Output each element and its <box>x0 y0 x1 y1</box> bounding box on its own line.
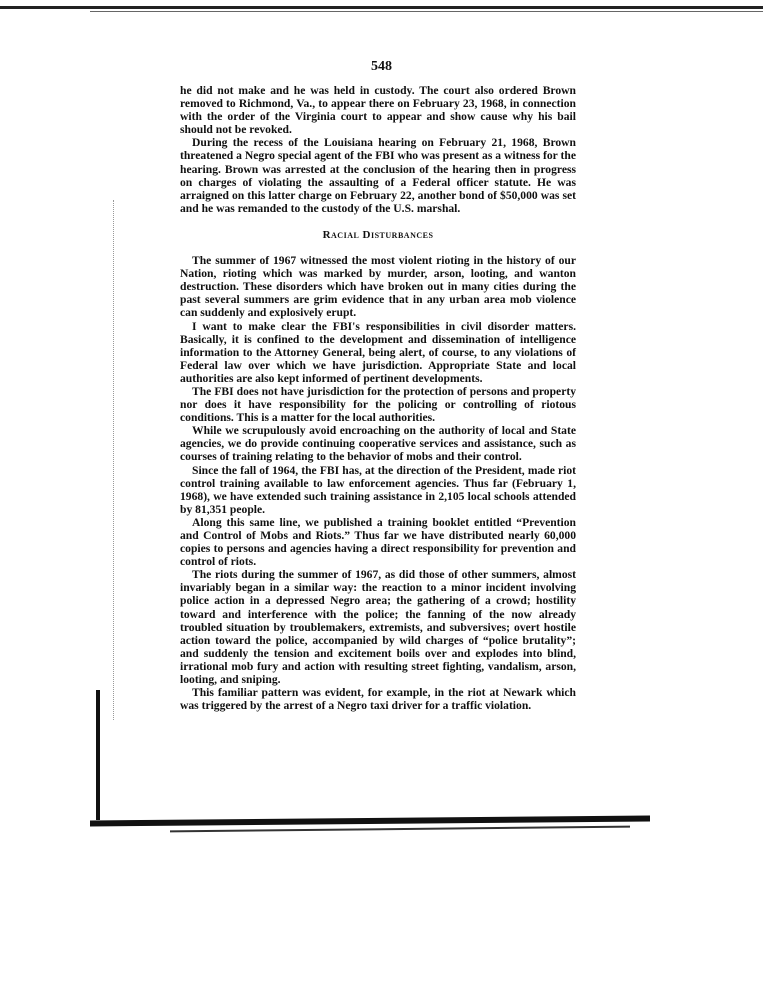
bottom-border-rule <box>90 816 650 827</box>
paragraph: he did not make and he was held in custody. The court also ordered Brown removed to Richmond, Va., to appear there on February 23, 1968, in connection with the order of the Virginia court to appear and show cause why his bail should not be revoked. <box>180 84 576 137</box>
paragraph: While we scrupulously avoid encroaching on the authority of local and State agencies, we do provide continuing cooperative services and assistance, such as courses of training relating to the behavior of mobs and their control. <box>180 424 576 464</box>
page-number: 548 <box>371 59 392 74</box>
paragraph: Along this same line, we published a training booklet entitled “Prevention and Control of Mobs and Riots.” Thus far we have distributed nearly 60,000 copies to persons and agencies having a direct responsibility for prevention and control of riots. <box>180 515 576 569</box>
page-body <box>180 84 576 712</box>
paragraph: I want to make clear the FBI's responsibilities in civil disorder matters. Basically, it is confined to the development and dissemination of intelligence information to the Attorney General, being alert, of course, to any violations of Federal law over which we have jurisdiction. Appropriate State and local authorities are also kept informed of pertinent developments. <box>180 319 576 385</box>
paragraph: The riots during the summer of 1967, as did those of other summers, almost invariably began in a similar way: the reaction to a minor incident involving police action in a depressed Negro area; the gathering of a crowd; hostility toward and interference with the police; the fanning of the now already troubled situation by troublemakers, extremists, and subversives; overt hostile action toward the police, accompanied by wild charges of “police brutality”; and suddenly the tension and excitement boils over and explodes into blind, irrational mob fury and action with resulting street fighting, vandalism, arson, looting, and sniping. <box>180 568 576 687</box>
paragraph: During the recess of the Louisiana hearing on February 21, 1968, Brown threatened a Negro special agent of the FBI who was present as a witness for the hearing. Brown was arrested at the conclusion of the hearing then in progress on charges of violating the assaulting of a Federal officer statute. He was arraigned on this latter charge on February 22, another bond of $50,000 was set and he was remanded to the custody of the U.S. marshal. <box>180 136 576 215</box>
left-border-rule <box>96 690 100 820</box>
paragraph: The summer of 1967 witnessed the most violent rioting in the history of our Nation, rioting which was marked by murder, arson, looting, and wanton destruction. These disorders which have broken out in many cities during the past several summers are grim evidence that in any urban area mob violence can suddenly and explosively erupt. <box>180 254 576 320</box>
paragraph: Since the fall of 1964, the FBI has, at the direction of the President, made riot control training available to law enforcement agencies. Thus far (February 1, 1968), we have extended such training assistance in 2,105 local schools attended by 81,351 people. <box>180 463 576 516</box>
paragraph: The FBI does not have jurisdiction for the protection of persons and property nor does it have responsibility for the policing or controlling of riotous conditions. This is a matter for the local authorities. <box>180 384 576 425</box>
top-border-thin-rule <box>90 11 763 12</box>
bottom-border-thin-rule <box>170 826 630 833</box>
top-border-rule <box>0 6 763 9</box>
section-heading: Racial Disturbances <box>322 228 434 241</box>
paragraph: This familiar pattern was evident, for example, in the riot at Newark which was triggered by the arrest of a Negro taxi driver for a traffic violation. <box>180 686 576 713</box>
left-margin-dots <box>113 200 115 720</box>
